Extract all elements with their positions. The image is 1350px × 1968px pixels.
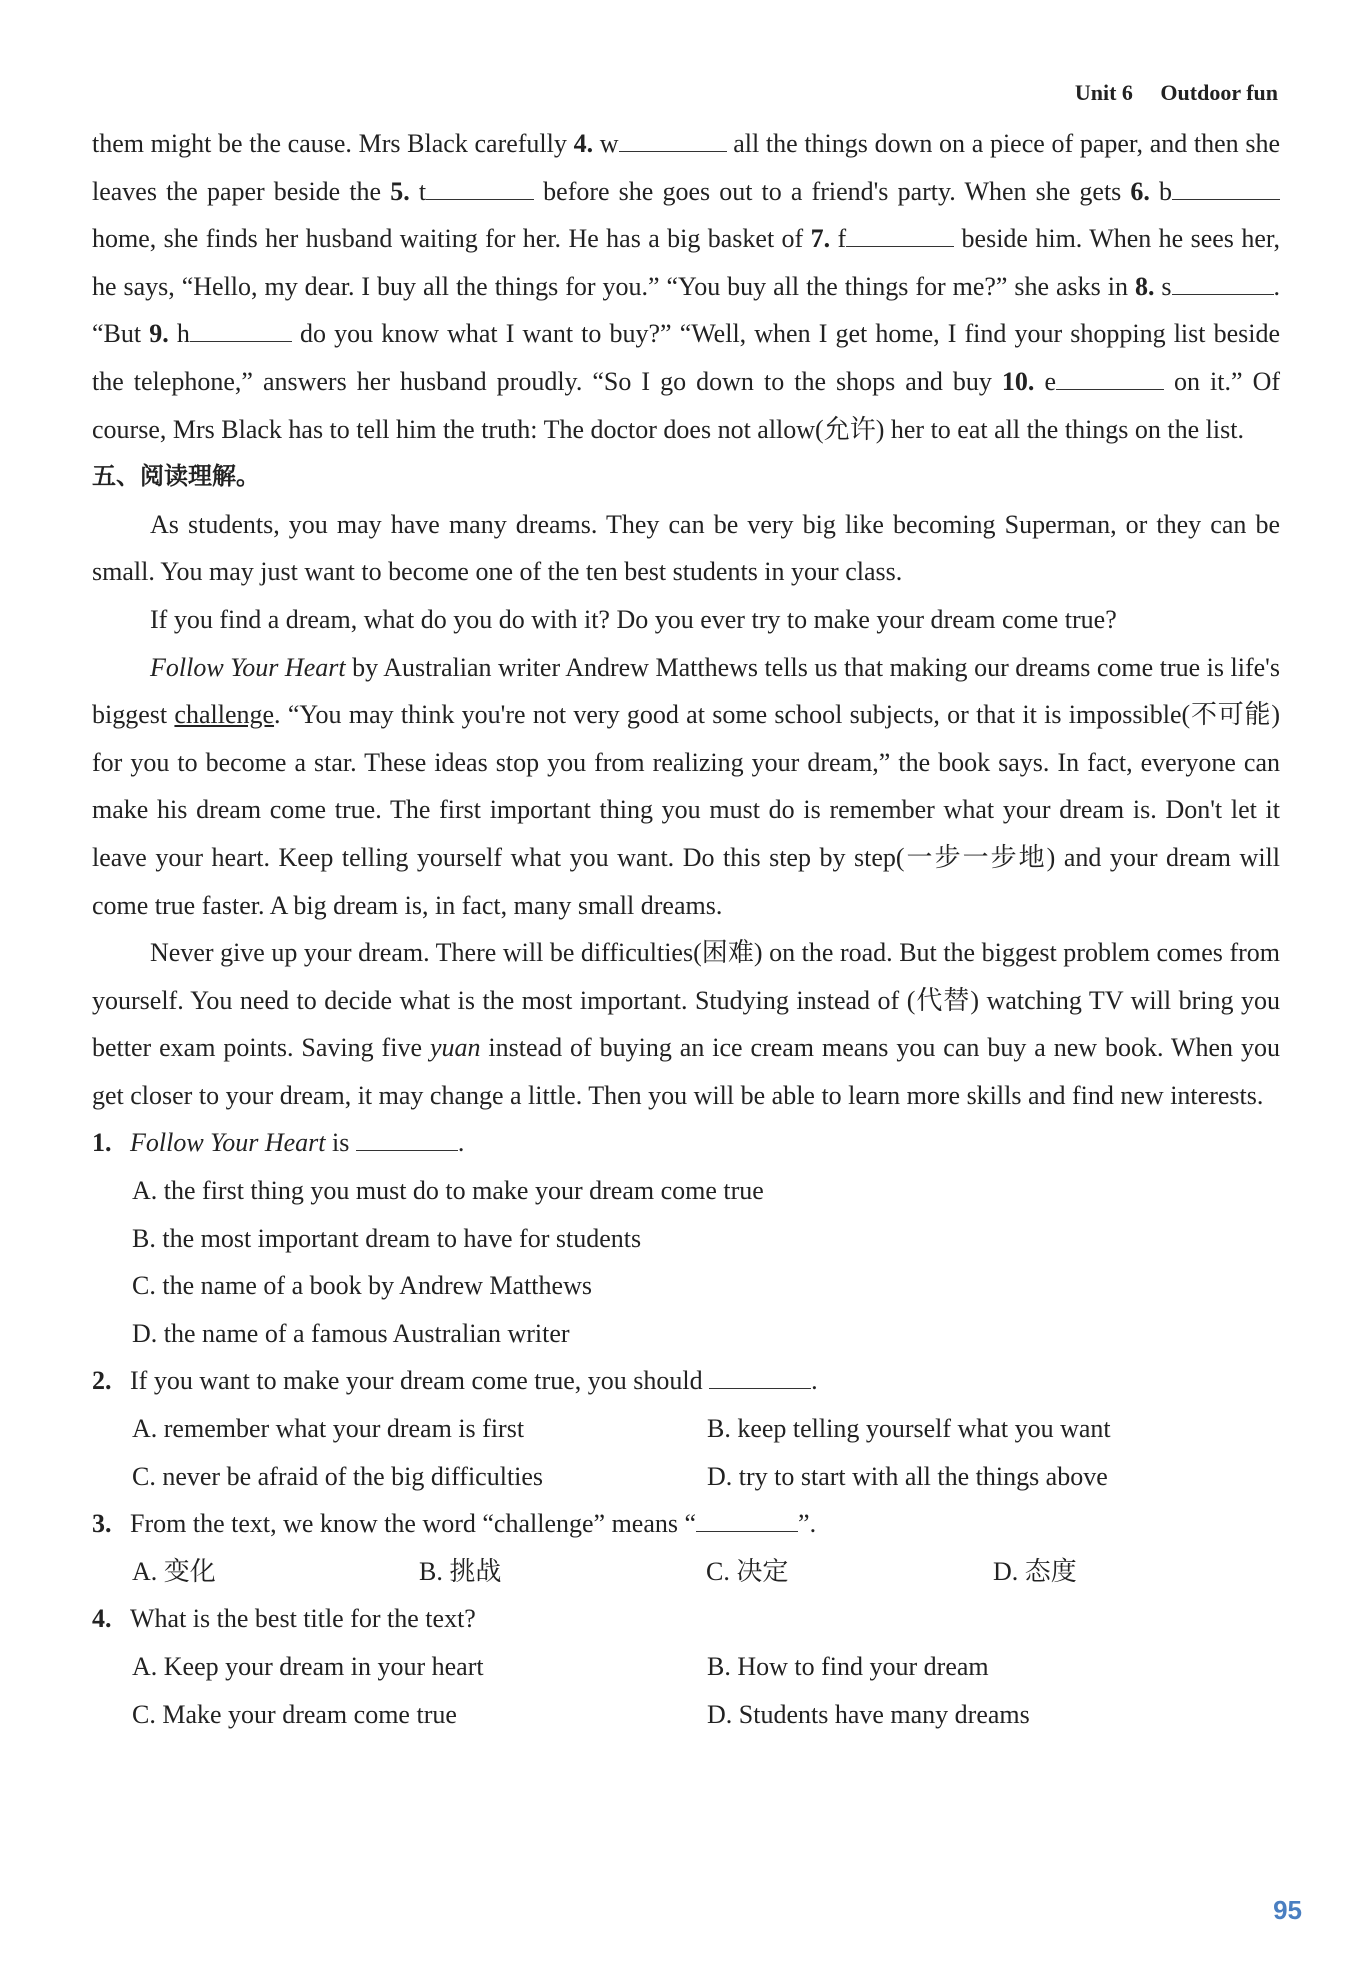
cloze-text: do	[291, 319, 326, 349]
passage-text: Never give up your dream. There will be difficulties(困难) on the road. But the biggest problem comes from yourself. You need to decide what is the most important. Studying instead of (代替) watching TV will bring you better exam points. Saving five	[92, 938, 1280, 1063]
cloze-text: all the things down on a piece of	[726, 129, 1074, 158]
blank-9[interactable]	[190, 315, 292, 342]
question-text: What is the best title for the text?	[130, 1604, 476, 1634]
section-title: 五、阅读理解。	[92, 462, 260, 491]
blank-10[interactable]	[1056, 363, 1164, 390]
cloze-text: before she goes out to a friend's	[534, 176, 889, 206]
passage-paragraph-4	[92, 929, 1280, 1119]
cloze-text: beside him. When he sees her, he says, “Hello, my dear. I buy all the	[92, 224, 1280, 301]
option-c[interactable]: C. never be afraid of the big difficulties	[132, 1461, 544, 1491]
option-c[interactable]: C. the name of a book by Andrew Matthews	[132, 1271, 592, 1301]
question-number: 1.	[92, 1128, 112, 1158]
option-d[interactable]: D. try to start with all the things above	[707, 1461, 1108, 1491]
passage-text: . “You may think you're not very good at some school subjects, or that it is impossible(不可能) for you to become a star. These ideas stop you from realizing your dream,” the book says. In fact, everyone can make his dream come true. The first important thing you must do is remember what your dream is. Don't let it leave your heart. Keep telling yourself what you want. Do this step by step(一步一步地) and your dream will come true faster. A big dream is, in fact, many small dreams.	[92, 700, 1281, 920]
question-3	[92, 1500, 1280, 1595]
question-stem	[92, 1119, 1280, 1167]
answer-blank[interactable]	[356, 1124, 458, 1151]
option-d[interactable]: D. the name of a famous Australian writer	[132, 1318, 570, 1348]
cloze-text: paper, and then she leaves the paper beside the	[92, 129, 1281, 206]
blank-hint-5: t	[409, 176, 427, 206]
blank-hint-6: b	[1149, 176, 1173, 206]
option-a[interactable]: A. remember what your dream is first	[132, 1414, 525, 1444]
blank-6[interactable]	[1172, 173, 1280, 200]
option-a[interactable]: A. Keep your dream in your heart	[132, 1652, 484, 1681]
unit-title: Outdoor fun	[1160, 80, 1278, 105]
passage-text: by Australian writer Andrew Matthews tells us that making our dreams come true is life's biggest	[92, 652, 1280, 730]
cloze-text: on it.” Of course,	[92, 366, 1281, 444]
passage-paragraph-2: If you find a dream, what do you do with it? Do you ever try to make your dream come true?	[150, 604, 1117, 634]
question-text: From the text, we know the word “challenge” means “	[130, 1509, 697, 1539]
option-d[interactable]: D. Students have many dreams	[707, 1699, 1030, 1729]
underlined-word: challenge	[174, 700, 275, 730]
option-b[interactable]: B. keep telling yourself what you want	[707, 1414, 1111, 1444]
answer-blank[interactable]	[696, 1505, 798, 1532]
cloze-text: party. When she gets	[897, 176, 1131, 206]
question-stem	[92, 1595, 1280, 1643]
option-b[interactable]: B. the most important dream to have for students	[132, 1223, 642, 1253]
question-number: 2.	[92, 1366, 112, 1396]
page-number: 95	[1273, 1895, 1302, 1925]
option-list	[92, 1548, 1280, 1596]
question-number: 3.	[92, 1509, 112, 1539]
option-list	[92, 1167, 1280, 1357]
question-text: is	[325, 1128, 356, 1158]
blank-8[interactable]	[1172, 268, 1274, 295]
blank-hint-4: w	[593, 129, 619, 158]
cloze-text: Mrs Black has to tell him the truth: The doctor does not allow(允许) her to eat all the things on the list.	[172, 414, 1244, 444]
question-end: .	[811, 1366, 818, 1396]
question-stem	[92, 1357, 1280, 1405]
blank-number-4: 4.	[573, 129, 594, 158]
question-number: 4.	[92, 1604, 112, 1634]
unit-label: Unit 6	[1074, 80, 1133, 105]
option-b[interactable]: B. 挑战	[419, 1556, 502, 1586]
blank-hint-10: e	[1034, 366, 1056, 396]
cloze-text: home, she finds her husband waiting for her. He has a big	[92, 224, 701, 254]
cloze-text: basket of	[707, 224, 811, 254]
cloze-text: answers her husband proudly. “So I go down to the shops and buy	[262, 366, 1002, 396]
option-row	[132, 1405, 1280, 1453]
blank-4[interactable]	[619, 125, 727, 152]
question-end: .	[457, 1128, 465, 1158]
blank-number-5: 5.	[390, 176, 410, 206]
answer-blank[interactable]	[709, 1362, 811, 1389]
option-c[interactable]: C. 决定	[706, 1556, 789, 1586]
page-content	[92, 120, 1280, 1738]
italic-word: yuan	[429, 1033, 481, 1063]
option-row	[132, 1453, 1280, 1501]
question-2	[92, 1357, 1280, 1500]
cloze-text: things for you.” “You buy all the things for me?” she asks in	[494, 271, 1135, 301]
question-stem	[92, 1500, 1280, 1548]
option-a[interactable]: A. the first thing you must do to make your dream come true	[132, 1176, 764, 1206]
blank-hint-7: f	[830, 224, 847, 254]
cloze-text: them might be the cause. Mrs Black carefully	[92, 129, 574, 158]
blank-number-9: 9.	[149, 319, 169, 349]
option-list	[92, 1643, 1280, 1738]
option-a[interactable]: A. 变化	[132, 1556, 216, 1586]
option-c[interactable]: C. Make your dream come true	[132, 1699, 457, 1729]
option-row	[132, 1548, 1280, 1596]
question-1	[92, 1119, 1280, 1357]
option-row	[132, 1691, 1280, 1739]
passage-paragraph-1: As students, you may have many dreams. They can be very big like becoming Superman, or they can be small. You may just want to become one of the ten best students in your class.	[92, 509, 1280, 587]
blank-number-6: 6.	[1130, 176, 1150, 206]
passage-text: instead of buying an ice cream means you can buy a new book. When you get closer to your dream, it may change a little. Then you will be able to learn more skills and find new interests.	[92, 1033, 1281, 1110]
option-b[interactable]: B. How to find your dream	[707, 1652, 989, 1681]
book-title: Follow Your Heart	[150, 652, 346, 682]
blank-5[interactable]	[426, 173, 534, 200]
page-header	[1075, 80, 1278, 106]
blank-number-8: 8.	[1134, 271, 1155, 301]
blank-number-7: 7.	[810, 224, 831, 254]
blank-hint-9: h	[168, 319, 190, 349]
question-italic: Follow Your Heart	[130, 1128, 326, 1158]
question-text: If you want to make your dream come true, you should	[130, 1366, 710, 1396]
blank-7[interactable]	[846, 220, 954, 247]
cloze-passage	[92, 120, 1280, 453]
option-list	[92, 1405, 1280, 1500]
cloze-text: you know what I want to buy?” “Well, when I get home, I find your shopping list beside the telephone,”	[92, 319, 1281, 396]
option-row	[132, 1643, 1280, 1691]
cloze-text: . “But	[92, 271, 1281, 349]
blank-number-10: 10.	[1001, 366, 1035, 396]
passage-paragraph-3	[92, 644, 1280, 930]
question-4	[92, 1595, 1280, 1738]
question-end: ”.	[798, 1509, 817, 1539]
option-d[interactable]: D. 态度	[993, 1556, 1077, 1586]
blank-hint-8: s	[1154, 271, 1172, 301]
